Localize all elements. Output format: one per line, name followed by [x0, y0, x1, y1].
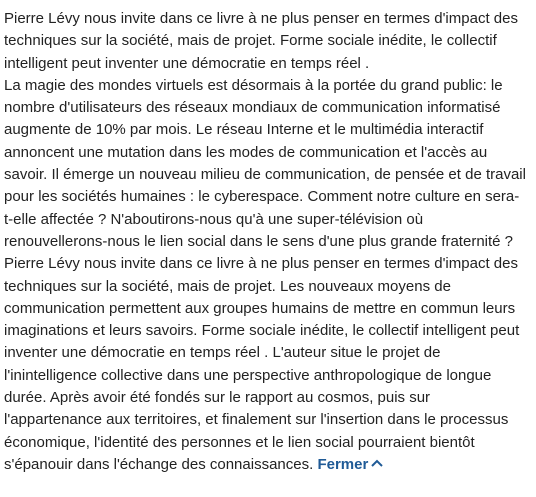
- close-description-toggle[interactable]: [317, 456, 384, 473]
- description-body: [4, 75, 528, 476]
- book-description: [4, 8, 528, 476]
- toggle-label: Fermer: [317, 455, 369, 473]
- chevron-up-icon: [370, 458, 384, 468]
- description-intro: Pierre Lévy nous invite dans ce livre à ne plus penser en termes d'impact des techniques sur la société, mais de projet. Forme sociale inédite, le collectif intelligent peut inventer une démocratie en temps réel .: [4, 10, 518, 72]
- description-body-text: La magie des mondes virtuels est désormais à la portée du grand public: le nombre d'utilisateurs des réseaux mondiaux de communication informatisé augmente de 10% par mois. Le réseau Interne et le multimédia interactif annoncent une mutation dans les modes de communication et l'accès au savoir. Il émerge un nouveau milieu de communication, de pensée et de travail pour les sociétés humaines : le cyberespace. Comment notre culture en sera-t-elle affectée ? N'aboutirons-nous qu'à une super-télévision où renouvellerons-nous le lien social dans le sens d'une plus grande fraternité ? Pierre Lévy nous invite dans ce livre à ne plus penser en termes d'impact des techniques sur la société, mais de projet. Les nouveaux moyens de communication permettent aux groupes humains de mettre en commun leurs imaginations et leurs savoirs. Forme sociale inédite, le collectif intelligent peut inventer une démocratie en temps réel . L'auteur situe le projet de l'inintelligence collective dans une perspective anthropologique de longue durée. Après avoir été fondés sur le rapport au cosmos, puis sur l'appartenance aux territoires, et finalement sur l'insertion dans le processus économique, l'identité des personnes et le lien social pourraient bientôt s'épanouir dans l'échange des connaissances.: [4, 76, 526, 473]
